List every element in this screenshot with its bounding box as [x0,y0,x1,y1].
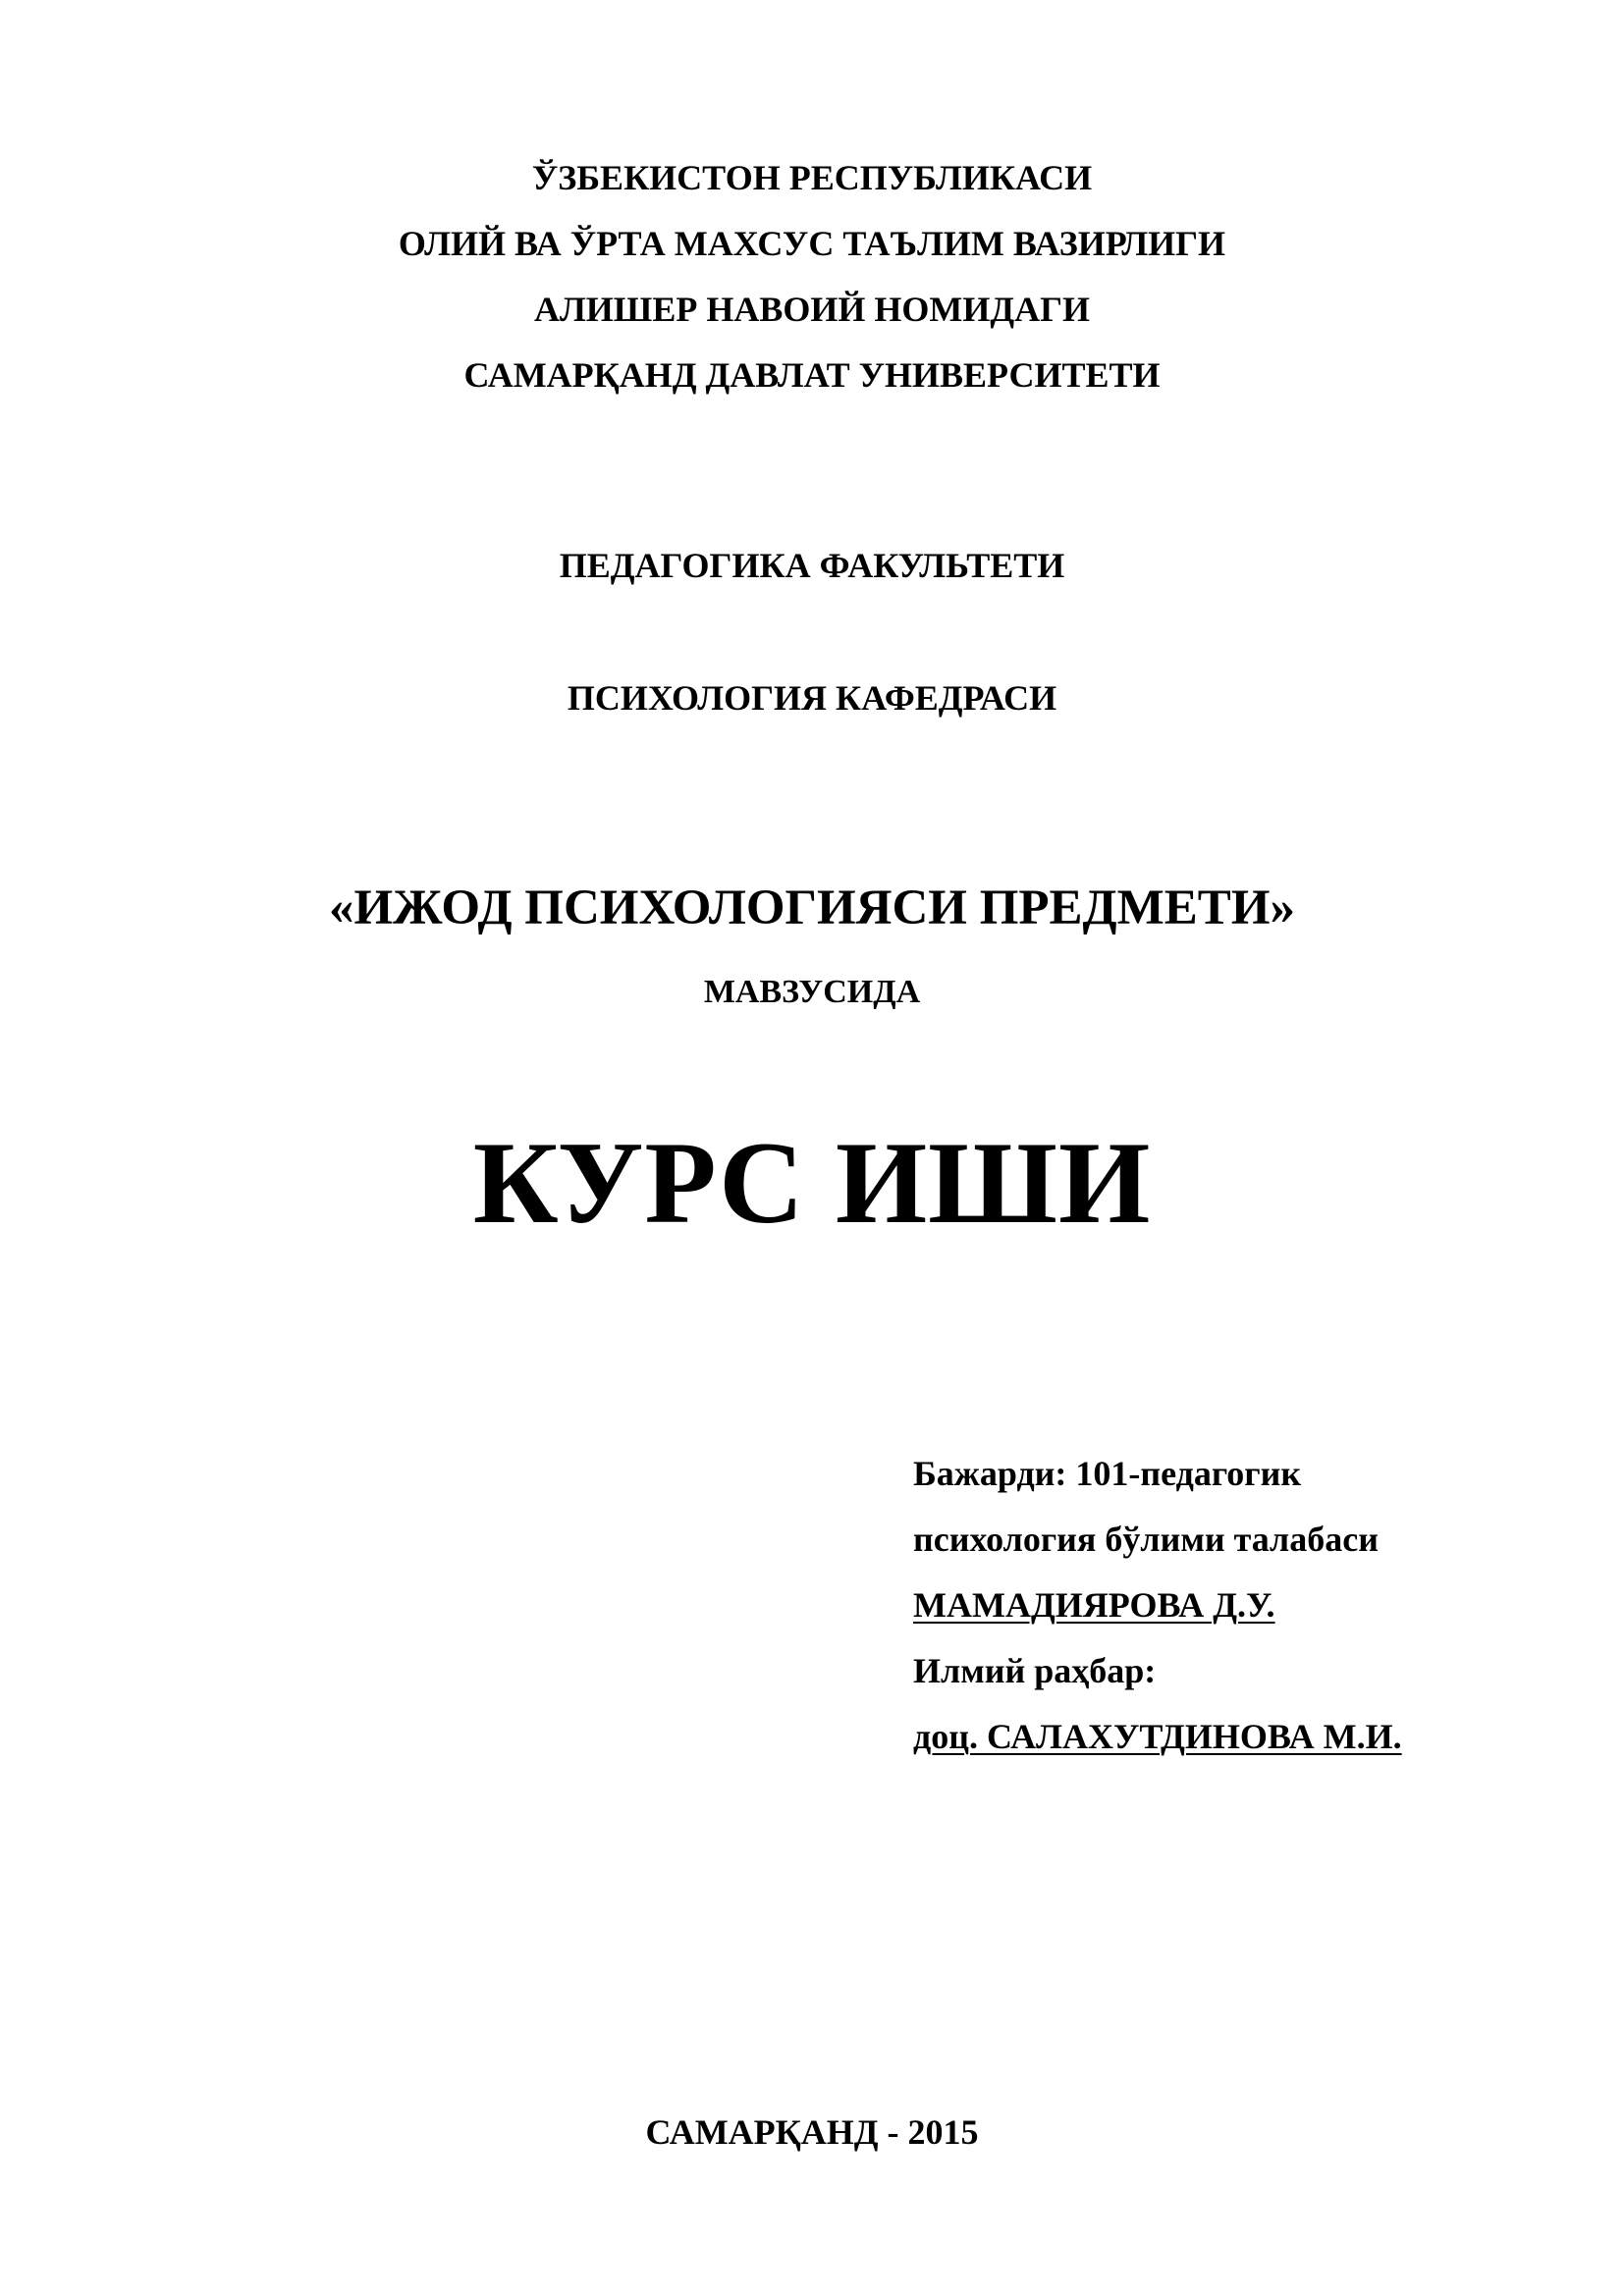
performed-by: Бажарди: 101-педагогик [913,1454,1302,1493]
faculty-name: ПЕДАГОГИКА ФАКУЛЬТЕТИ [559,546,1065,585]
student-of: психология бўлими талабаси [913,1520,1379,1559]
footer-city-year: САМАРҚАНД - 2015 [645,2112,979,2152]
ministry-line-3: АЛИШЕР НАВОИЙ НОМИДАГИ [533,290,1091,329]
department-name: ПСИХОЛОГИЯ КАФЕДРАСИ [567,678,1057,718]
supervisor-label: Илмий раҳбар: [913,1651,1157,1690]
student-name: МАМАДИЯРОВА Д.У. [913,1585,1275,1625]
university-name: САМАРҚАНД ДАВЛАТ УНИВЕРСИТЕТИ [463,355,1161,395]
work-type-title: КУРС ИШИ [472,1117,1152,1248]
ministry-line-2: ОЛИЙ ВА ЎРТА МАХСУС ТАЪЛИМ ВАЗИРЛИГИ [398,224,1226,263]
supervisor-name: доц. САЛАХУТДИНОВА М.И. [913,1717,1402,1756]
topic-title: «ИЖОД ПСИХОЛОГИЯСИ ПРЕДМЕТИ» [329,881,1295,935]
ministry-line-1: ЎЗБЕКИСТОН РЕСПУБЛИКАСИ [531,158,1093,197]
topic-subtitle: МАВЗУСИДА [703,974,921,1010]
author-block [913,1441,1600,1770]
